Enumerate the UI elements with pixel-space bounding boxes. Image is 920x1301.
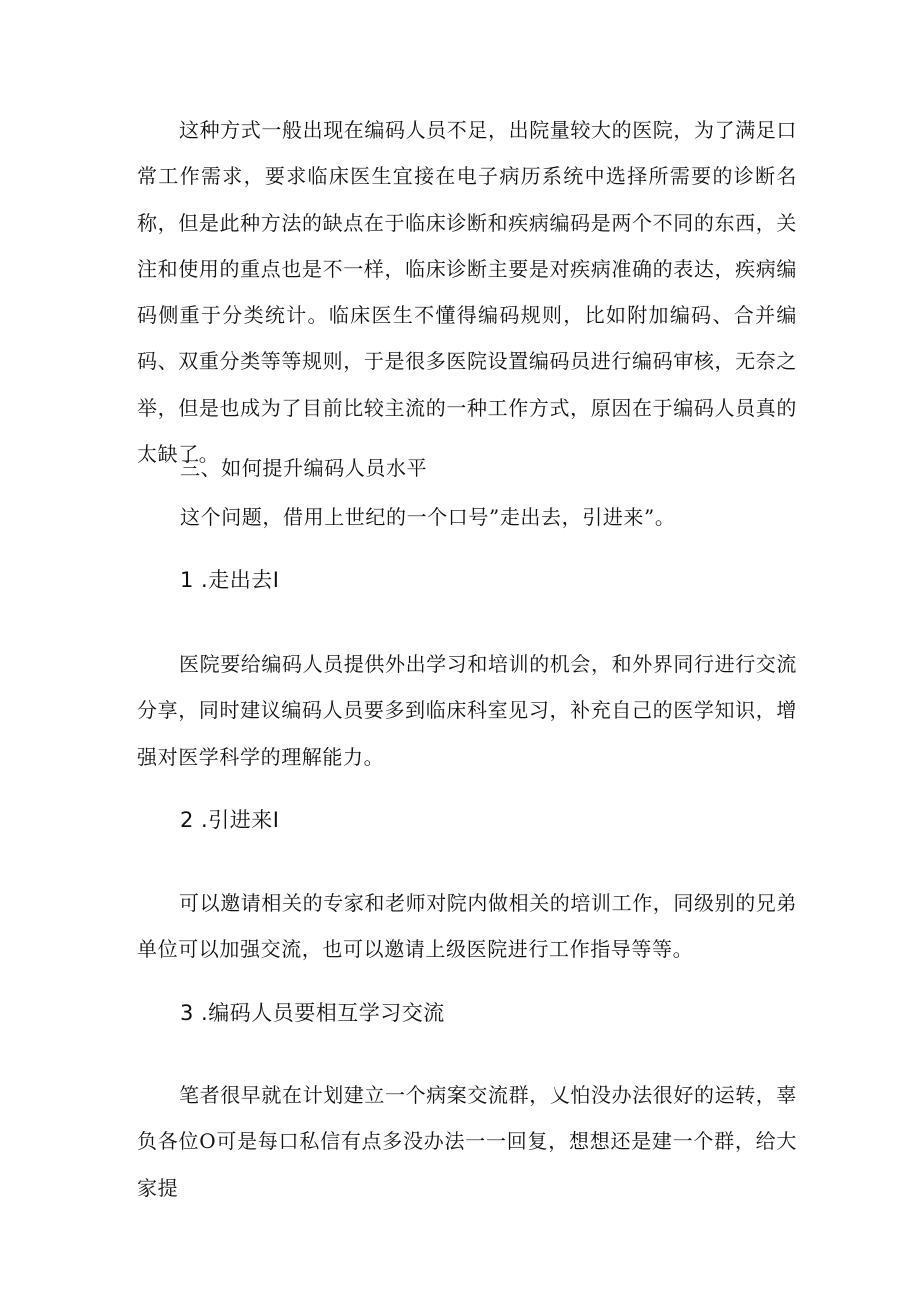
section-heading-improve-coders: 三、如何提升编码人员水平 (180, 456, 428, 480)
paragraph-coding-method: 这种方式一般出现在编码人员不足，出院量较大的医院，为了满足口常工作需求，要求临床医生宜接在电子病历系统中选择所需要的诊断名称，但是此种方法的缺点在于临床诊断和疾病编码是两个不同的东西，关注和使用的重点也是不一样，临床诊断主要是对疾病准确的表达，疾病编码侧重于分类统计。临床医生不懂得编码规则，比如附加编码、合并编码、双重分类等等规则，于是很多医院设置编码员进行编码审核，无奈之举，但是也成为了目前比较主流的一种工作方式，原因在于编码人员真的太缺了。 (137, 118, 797, 467)
heading-go-out: 1 .走出去I (180, 568, 280, 592)
paragraph-mutual-learning: 笔者很早就在计划建立一个病案交流群，乂怕没办法很好的运转，辜负各位O可是每口私信有点多没办法一一回复，想想还是建一个群，给大家提 (137, 1083, 797, 1200)
heading-bring-in: 2 .引进来I (180, 808, 280, 832)
paragraph-go-out: 医院要给编码人员提供外出学习和培训的机会，和外界同行进行交流分享，同时建议编码人员要多到临床科室见习，补充自己的医学知识，增强对医学科学的理解能力。 (137, 652, 797, 769)
paragraph-intro-slogan: 这个问题，借用上世纪的一个口号”走出去，引进来”。 (180, 505, 676, 529)
heading-mutual-learning: 3 .编码人员要相互学习交流 (180, 1001, 445, 1025)
paragraph-bring-in: 可以邀请相关的专家和老师对院内做相关的培训工作，同级别的兄弟单位可以加强交流，也可以邀请上级医院进行工作指导等等。 (137, 891, 797, 962)
